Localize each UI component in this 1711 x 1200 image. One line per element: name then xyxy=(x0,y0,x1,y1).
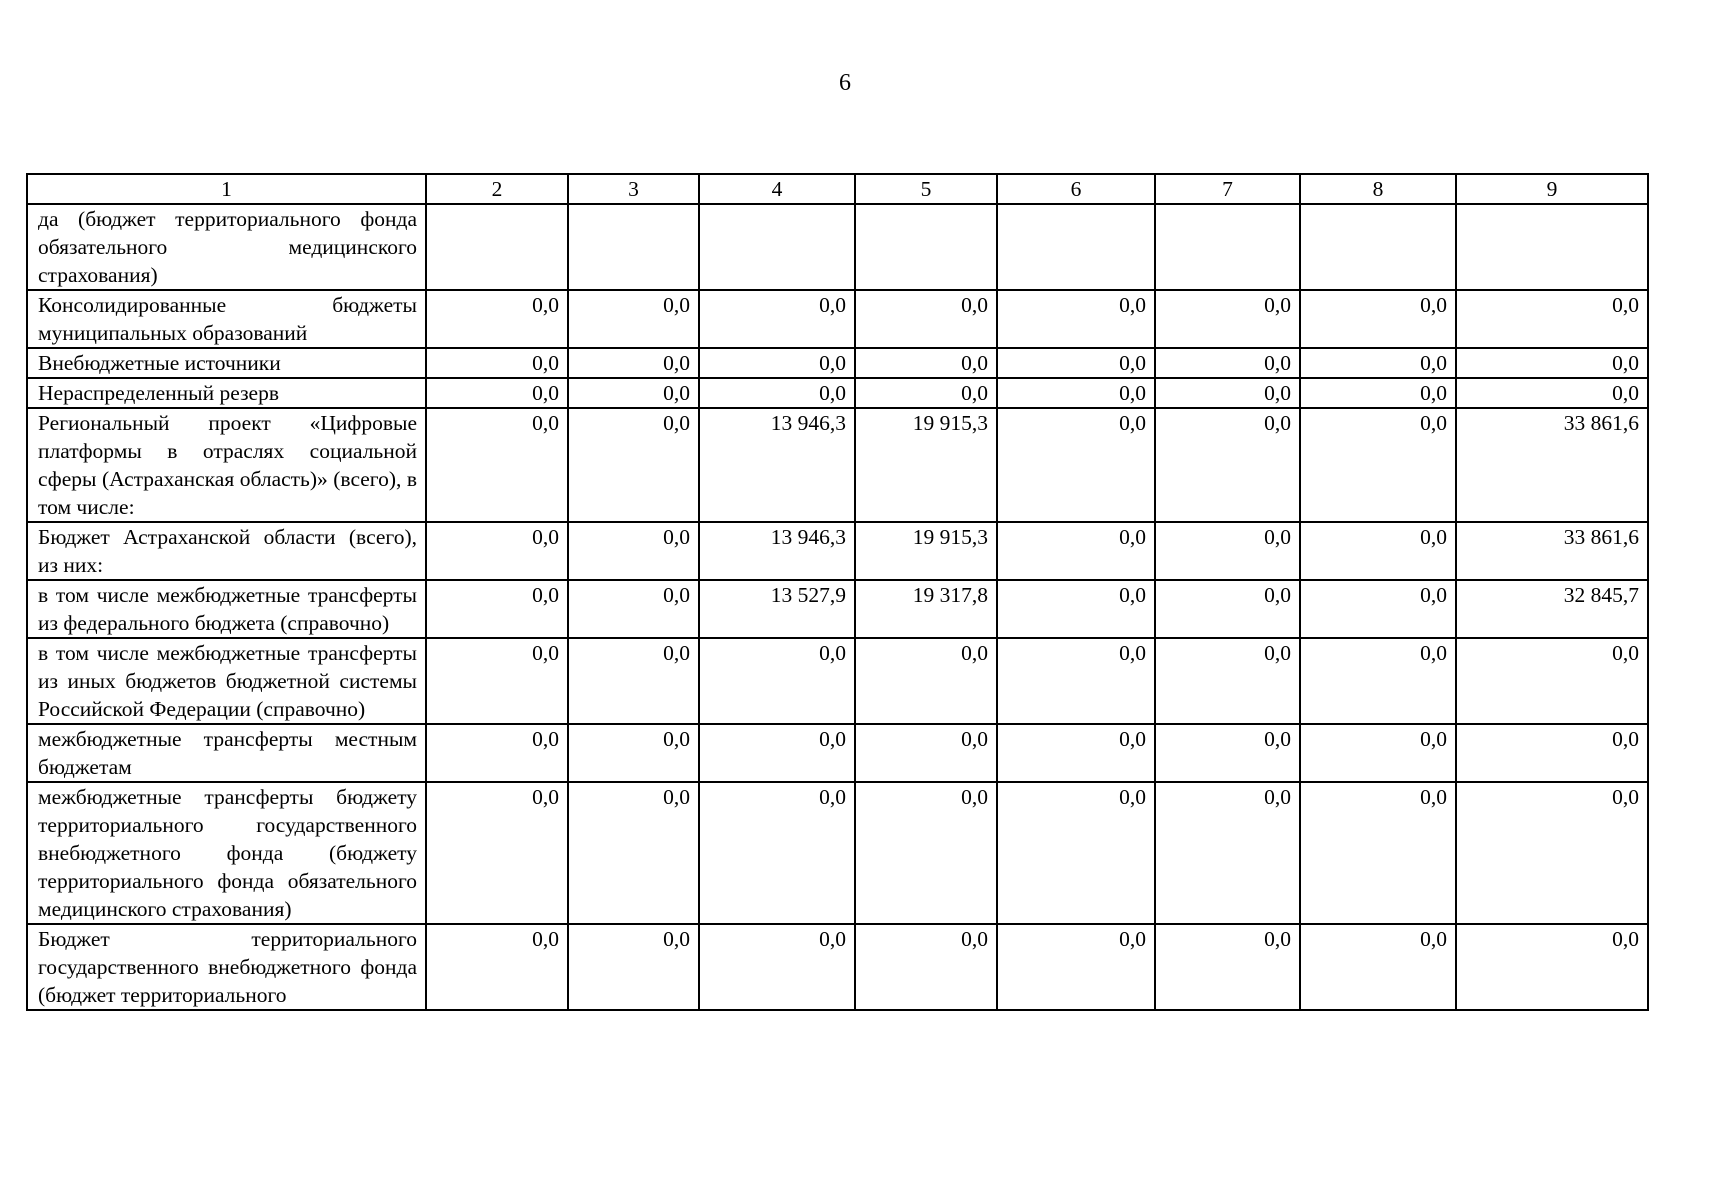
value-cell xyxy=(1155,204,1300,290)
table-row xyxy=(27,924,1648,1010)
table-row xyxy=(27,204,1648,290)
value-cell: 0,0 xyxy=(1155,408,1300,522)
column-header: 7 xyxy=(1155,174,1300,204)
value-cell: 0,0 xyxy=(1300,522,1456,580)
value-cell: 0,0 xyxy=(568,580,699,638)
value-cell: 0,0 xyxy=(426,638,568,724)
value-cell: 0,0 xyxy=(997,580,1155,638)
value-cell xyxy=(699,204,855,290)
value-cell: 0,0 xyxy=(1155,638,1300,724)
value-cell: 0,0 xyxy=(1456,348,1648,378)
value-cell: 0,0 xyxy=(426,290,568,348)
value-cell: 0,0 xyxy=(1456,378,1648,408)
value-cell: 0,0 xyxy=(568,924,699,1010)
value-cell xyxy=(426,204,568,290)
value-cell: 0,0 xyxy=(1456,638,1648,724)
value-cell: 0,0 xyxy=(855,724,997,782)
value-cell: 0,0 xyxy=(1155,290,1300,348)
value-cell: 0,0 xyxy=(568,782,699,924)
row-label: Бюджет Астраханской области (всего), из них: xyxy=(27,522,426,580)
table-row xyxy=(27,378,1648,408)
row-label: Бюджет территориального государственного внебюджетного фонда (бюджет территориального xyxy=(27,924,426,1010)
value-cell: 0,0 xyxy=(699,290,855,348)
value-cell: 0,0 xyxy=(568,378,699,408)
value-cell: 32 845,7 xyxy=(1456,580,1648,638)
column-header: 5 xyxy=(855,174,997,204)
value-cell: 0,0 xyxy=(1300,782,1456,924)
value-cell: 0,0 xyxy=(1300,580,1456,638)
value-cell: 0,0 xyxy=(426,408,568,522)
value-cell: 0,0 xyxy=(997,638,1155,724)
value-cell: 0,0 xyxy=(1456,924,1648,1010)
table-row xyxy=(27,348,1648,378)
value-cell: 0,0 xyxy=(855,924,997,1010)
table-row xyxy=(27,580,1648,638)
value-cell: 0,0 xyxy=(1300,638,1456,724)
value-cell: 0,0 xyxy=(1456,290,1648,348)
value-cell: 0,0 xyxy=(855,782,997,924)
value-cell: 0,0 xyxy=(699,724,855,782)
value-cell: 0,0 xyxy=(997,290,1155,348)
row-label: Консолидированные бюджеты муниципальных образований xyxy=(27,290,426,348)
value-cell: 0,0 xyxy=(568,348,699,378)
value-cell: 0,0 xyxy=(1300,378,1456,408)
page-number: 6 xyxy=(839,70,851,96)
value-cell: 19 915,3 xyxy=(855,522,997,580)
value-cell: 0,0 xyxy=(699,638,855,724)
value-cell: 33 861,6 xyxy=(1456,522,1648,580)
row-label: Региональный проект «Цифровые платформы в отраслях социальной сферы (Астраханская область)» (всего), в том числе: xyxy=(27,408,426,522)
value-cell: 0,0 xyxy=(1155,782,1300,924)
value-cell: 0,0 xyxy=(426,348,568,378)
value-cell: 0,0 xyxy=(855,348,997,378)
table-body xyxy=(27,204,1648,1010)
table-row xyxy=(27,638,1648,724)
value-cell xyxy=(568,204,699,290)
row-label: межбюджетные трансферты бюджету территориального государственного внебюджетного фонда (бюджету территориального фонда обязательного медицинского страхования) xyxy=(27,782,426,924)
table-row xyxy=(27,724,1648,782)
value-cell: 0,0 xyxy=(1300,724,1456,782)
value-cell: 19 317,8 xyxy=(855,580,997,638)
value-cell: 0,0 xyxy=(699,348,855,378)
value-cell: 0,0 xyxy=(1300,348,1456,378)
value-cell: 0,0 xyxy=(997,924,1155,1010)
row-label: в том числе межбюджетные трансферты из федерального бюджета (справочно) xyxy=(27,580,426,638)
value-cell: 0,0 xyxy=(997,378,1155,408)
value-cell: 0,0 xyxy=(855,378,997,408)
value-cell: 0,0 xyxy=(426,924,568,1010)
table-row xyxy=(27,408,1648,522)
row-label: Нераспределенный резерв xyxy=(27,378,426,408)
budget-table xyxy=(26,173,1649,1011)
column-header: 3 xyxy=(568,174,699,204)
value-cell: 0,0 xyxy=(426,580,568,638)
value-cell xyxy=(1456,204,1648,290)
row-label: в том числе межбюджетные трансферты из иных бюджетов бюджетной системы Российской Федерации (справочно) xyxy=(27,638,426,724)
value-cell: 0,0 xyxy=(1155,580,1300,638)
value-cell: 0,0 xyxy=(1155,348,1300,378)
table-row xyxy=(27,782,1648,924)
value-cell: 0,0 xyxy=(997,348,1155,378)
column-header: 4 xyxy=(699,174,855,204)
column-header: 9 xyxy=(1456,174,1648,204)
row-label: Внебюджетные источники xyxy=(27,348,426,378)
table-header-row xyxy=(27,174,1648,204)
row-label: да (бюджет территориального фонда обязательного медицинского страхования) xyxy=(27,204,426,290)
value-cell: 0,0 xyxy=(997,724,1155,782)
value-cell: 0,0 xyxy=(426,378,568,408)
value-cell: 0,0 xyxy=(1456,724,1648,782)
column-header: 8 xyxy=(1300,174,1456,204)
column-header: 6 xyxy=(997,174,1155,204)
value-cell: 0,0 xyxy=(855,638,997,724)
value-cell: 33 861,6 xyxy=(1456,408,1648,522)
value-cell: 0,0 xyxy=(1300,290,1456,348)
value-cell: 13 946,3 xyxy=(699,522,855,580)
value-cell xyxy=(1300,204,1456,290)
value-cell: 0,0 xyxy=(1300,408,1456,522)
value-cell: 0,0 xyxy=(855,290,997,348)
column-header: 1 xyxy=(27,174,426,204)
value-cell: 0,0 xyxy=(1456,782,1648,924)
value-cell: 0,0 xyxy=(426,782,568,924)
column-header: 2 xyxy=(426,174,568,204)
value-cell: 0,0 xyxy=(568,290,699,348)
value-cell xyxy=(997,204,1155,290)
value-cell: 0,0 xyxy=(426,724,568,782)
value-cell: 0,0 xyxy=(568,522,699,580)
value-cell: 0,0 xyxy=(1300,924,1456,1010)
value-cell xyxy=(855,204,997,290)
value-cell: 0,0 xyxy=(699,924,855,1010)
value-cell: 0,0 xyxy=(699,378,855,408)
value-cell: 0,0 xyxy=(1155,522,1300,580)
table-row xyxy=(27,290,1648,348)
value-cell: 13 946,3 xyxy=(699,408,855,522)
value-cell: 0,0 xyxy=(568,724,699,782)
value-cell: 0,0 xyxy=(997,408,1155,522)
value-cell: 0,0 xyxy=(1155,924,1300,1010)
row-label: межбюджетные трансферты местным бюджетам xyxy=(27,724,426,782)
value-cell: 19 915,3 xyxy=(855,408,997,522)
value-cell: 0,0 xyxy=(426,522,568,580)
value-cell: 0,0 xyxy=(997,782,1155,924)
value-cell: 0,0 xyxy=(1155,724,1300,782)
value-cell: 0,0 xyxy=(699,782,855,924)
value-cell: 0,0 xyxy=(1155,378,1300,408)
value-cell: 0,0 xyxy=(568,638,699,724)
value-cell: 0,0 xyxy=(997,522,1155,580)
value-cell: 13 527,9 xyxy=(699,580,855,638)
table-row xyxy=(27,522,1648,580)
value-cell: 0,0 xyxy=(568,408,699,522)
